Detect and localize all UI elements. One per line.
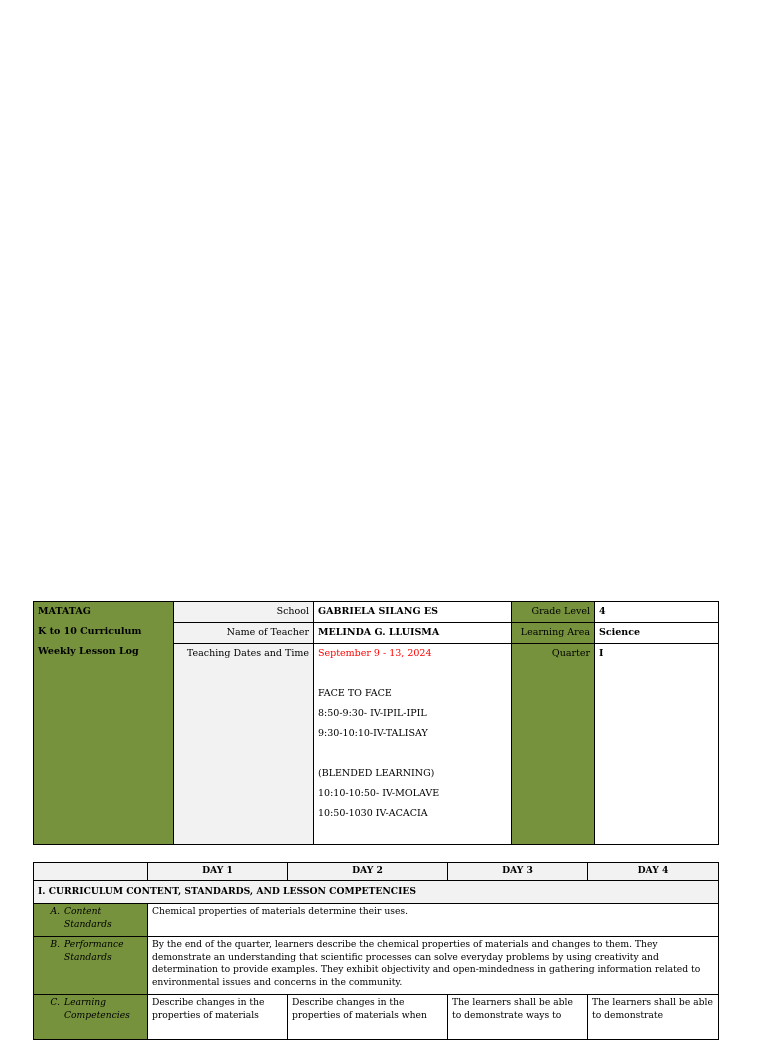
row-letter: C. xyxy=(50,997,60,1008)
dates-line: FACE TO FACE xyxy=(318,688,392,699)
content-standards-text: Chemical properties of materials determine their uses. xyxy=(148,904,719,937)
competency-day-2: Describe changes in the properties of materials when xyxy=(288,995,448,1040)
dates-value xyxy=(314,644,512,845)
quarter-label: Quarter xyxy=(512,644,595,845)
performance-standards-label xyxy=(34,937,148,995)
quarter-value: I xyxy=(595,644,719,845)
teacher-label: Name of Teacher xyxy=(174,623,314,644)
day-2-header: DAY 2 xyxy=(288,863,448,881)
curriculum-line: MATATAG xyxy=(38,606,91,617)
competency-day-4: The learners shall be able to demonstrate xyxy=(588,995,719,1040)
content-standards-row xyxy=(34,904,719,937)
day-header-row xyxy=(34,863,719,881)
day-4-header: DAY 4 xyxy=(588,863,719,881)
dates-line: September 9 - 13, 2024 xyxy=(318,648,432,659)
dates-label: Teaching Dates and Time xyxy=(174,644,314,845)
curriculum-title-cell xyxy=(34,602,174,845)
row-label: Content Standards xyxy=(64,906,112,930)
learning-competencies-label xyxy=(34,995,148,1040)
learning-area-value: Science xyxy=(595,623,719,644)
row-letter: B. xyxy=(50,939,60,950)
dates-line xyxy=(318,664,507,684)
teacher-value: MELINDA G. LLUISMA xyxy=(314,623,512,644)
section-header-row xyxy=(34,881,719,904)
school-label: School xyxy=(174,602,314,623)
dates-line xyxy=(318,744,507,764)
learning-area-label: Learning Area xyxy=(512,623,595,644)
dates-line: 10:10-10:50- IV-MOLAVE xyxy=(318,788,440,799)
day-3-header: DAY 3 xyxy=(448,863,588,881)
row-letter: A. xyxy=(50,906,60,917)
dates-line: 9:30-10:10-IV-TALISAY xyxy=(318,728,428,739)
lesson-content-table xyxy=(33,862,719,1040)
grade-level-value: 4 xyxy=(595,602,719,623)
performance-standards-text: By the end of the quarter, learners describe the chemical properties of materials and changes to them. They demonstrate an understanding that scientific processes can solve everyday problems by using creativity and determination to provide examples. They exhibit objectivity and open-mindedness in gathering information related to environmental issues and concerns in the community. xyxy=(148,937,719,995)
curriculum-line: Weekly Lesson Log xyxy=(38,646,139,657)
empty-corner-cell xyxy=(34,863,148,881)
learning-competencies-row xyxy=(34,995,719,1040)
performance-standards-row xyxy=(34,937,719,995)
dates-line: 8:50-9:30- IV-IPIL-IPIL xyxy=(318,708,427,719)
grade-level-label: Grade Level xyxy=(512,602,595,623)
competency-day-1: Describe changes in the properties of materials xyxy=(148,995,288,1040)
competency-day-3: The learners shall be able to demonstrate ways to xyxy=(448,995,588,1040)
dates-line: 10:50-1030 IV-ACACIA xyxy=(318,808,428,819)
lesson-log-header xyxy=(33,601,719,845)
row-label: Learning Competencies xyxy=(64,997,130,1021)
row-label: Performance Standards xyxy=(64,939,124,963)
section-title: I. CURRICULUM CONTENT, STANDARDS, AND LESSON COMPETENCIES xyxy=(34,881,719,904)
school-value: GABRIELA SILANG ES xyxy=(314,602,512,623)
content-standards-label xyxy=(34,904,148,937)
dates-line: (BLENDED LEARNING) xyxy=(318,768,435,779)
day-1-header: DAY 1 xyxy=(148,863,288,881)
curriculum-line: K to 10 Curriculum xyxy=(38,626,142,637)
